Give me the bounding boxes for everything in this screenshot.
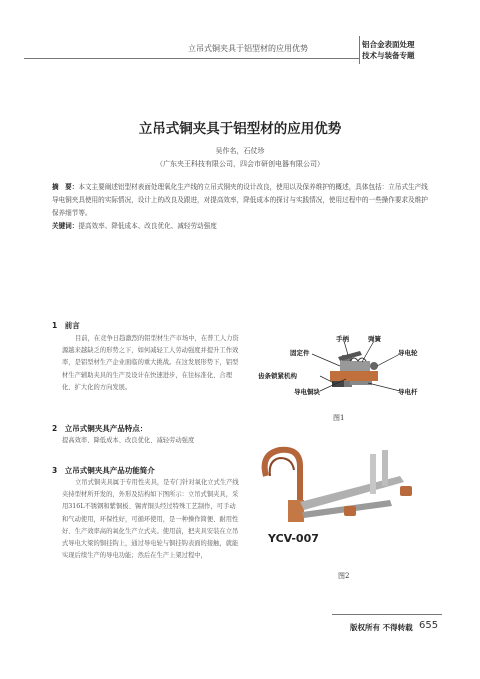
fig1-label-fixture: 固定件 bbox=[290, 349, 310, 357]
abstract bbox=[52, 181, 428, 220]
article-affiliation: （广东夹王科技有限公司，四会市研创电器有限公司） bbox=[156, 160, 324, 168]
section-2-heading: 2 立吊式铜夹具产品特点： bbox=[52, 424, 148, 433]
keywords-label: 关键词： bbox=[52, 222, 79, 230]
footer-rule bbox=[332, 614, 442, 615]
abstract-label: 摘 要： bbox=[52, 183, 79, 191]
journal-line-2: 技术与装备专题 bbox=[362, 51, 415, 60]
product-model: YCV-007 bbox=[268, 532, 319, 545]
copper-hook-shade bbox=[270, 458, 294, 476]
header-rule bbox=[24, 58, 360, 59]
steel-upright-1 bbox=[370, 454, 376, 494]
header-divider bbox=[359, 36, 360, 64]
steel-upright-2 bbox=[382, 450, 388, 486]
rack-shape bbox=[332, 381, 344, 387]
copper-block-shape bbox=[330, 371, 378, 381]
figure-2-caption: 图2 bbox=[338, 572, 350, 580]
copper-contact bbox=[344, 506, 356, 516]
fig1-label-rod: 导电杆 bbox=[398, 388, 418, 396]
fig1-label-spring: 弹簧 bbox=[368, 335, 381, 343]
spring-block bbox=[340, 361, 370, 371]
figure-2-photo bbox=[250, 440, 428, 580]
figure-1-caption: 图1 bbox=[333, 414, 345, 422]
wheel-shape bbox=[370, 362, 378, 370]
section-1-text: 目前，在竞争日趋激烈的铝型材生产市场中，在普工人力资源越来越缺乏的形势之下，如何减轻工人劳动强度并提升工作效率，是铝型材生产企业面临的重大挑战。在这发展形势下，铝型材生产辅助夹具的生产及设计在快速进步，在往标准化、合理化、扩大化的方向发展。 bbox=[62, 335, 239, 391]
fig1-label-copper-block: 导电铜块 bbox=[294, 388, 320, 396]
abstract-text: 本文主要阐述铝型材表面处理氧化生产线的立吊式铜夹的设计改良，使用以及保养维护的概述，具体包括：立吊式生产线导电铜夹具使用的实际情况，设计上的改良及跟进，对提高效率，降低成本的探讨与实践情况，使用过程中的一些操作要求及维护保养细节等。 bbox=[52, 183, 428, 217]
journal-name bbox=[362, 39, 415, 61]
section-3-text: 立吊式铜夹具属于专用性夹具，是专门针对氧化立式生产线夹持型材所开发的，外形及结构如下图所示：立吊式铜夹具，采用316L不锈钢和紫铜板、锡青铜头经过特殊工艺制作，可手动和气动使用，环保性好，可循环使用，是一种操作简便、耐用性好、生产效率高的氧化生产立式夹。使用前，把夹具安装在立吊式导电大梁的铜挂钩上，通过导电轮与铜挂钩表面的接触，就能实现后续生产的导电功能；然后在生产上架过程中， bbox=[62, 479, 239, 560]
copper-tip bbox=[400, 486, 412, 496]
section-3-heading: 3 立吊式铜夹具产品功能简介 bbox=[52, 466, 155, 475]
copyright-notice: 版权所有 不得转载 bbox=[350, 623, 413, 632]
journal-line-1: 铝合金表面处理 bbox=[362, 40, 415, 49]
fig1-label-wheel: 导电轮 bbox=[398, 349, 418, 357]
section-2-text: 提高效率、降低成本、改良优化、减轻劳动强度 bbox=[62, 437, 195, 444]
running-title: 立吊式铜夹具于铝型材的应用优势 bbox=[188, 44, 308, 53]
keywords-text: 提高效率、降低成本、改良优化、减轻劳动强度 bbox=[78, 222, 217, 230]
page-number: 655 bbox=[419, 620, 439, 631]
section-1-heading: 1 前言 bbox=[52, 321, 80, 330]
fig1-label-rack: 齿条锁紧机构 bbox=[258, 372, 297, 380]
fig1-label-handle: 手柄 bbox=[336, 335, 349, 343]
article-authors: 吴作名，石仗珍 bbox=[215, 147, 265, 155]
article-title: 立吊式铜夹具于铝型材的应用优势 bbox=[138, 121, 342, 137]
keywords bbox=[52, 220, 428, 230]
